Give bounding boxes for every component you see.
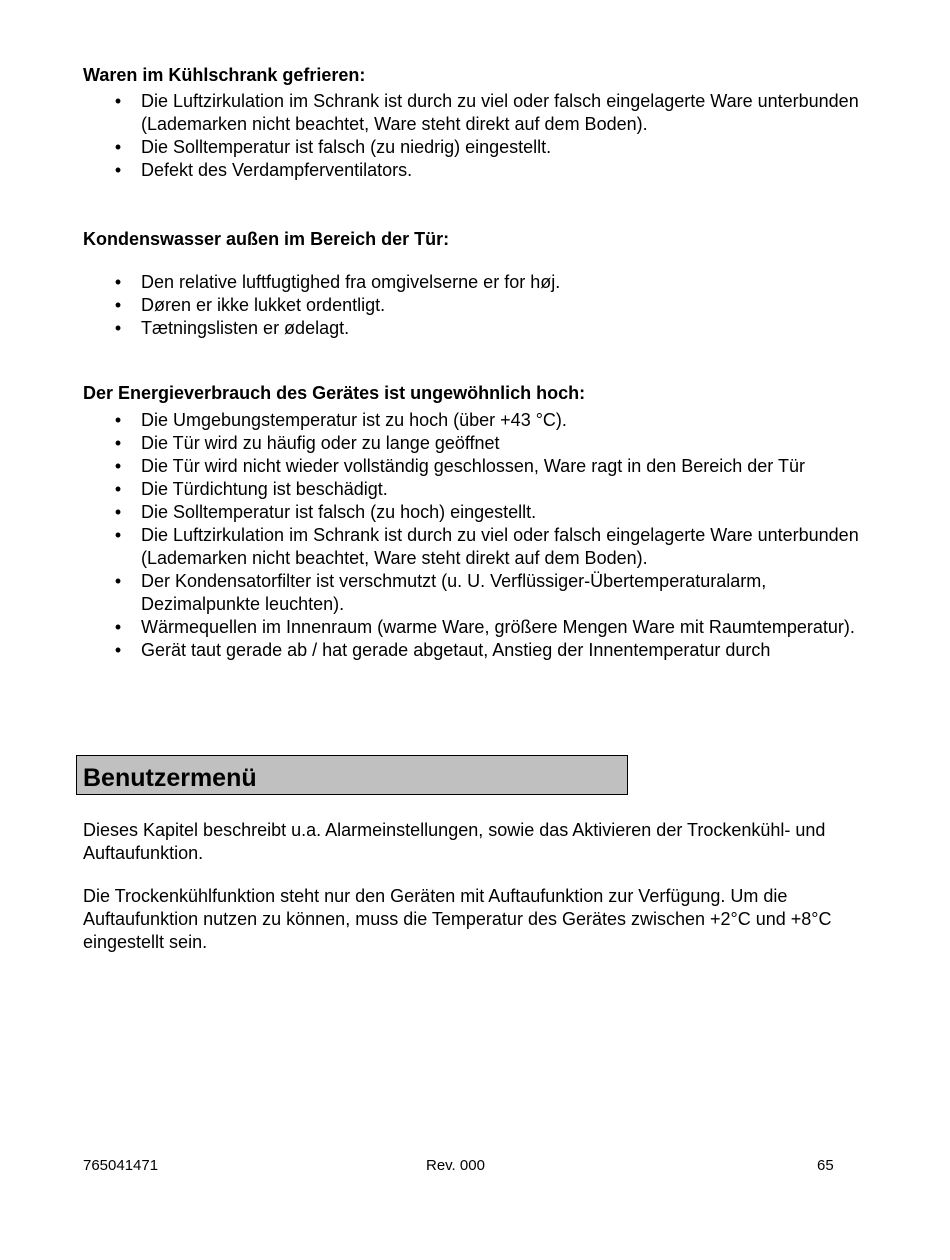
section-title-frozen-goods: Waren im Kühlschrank gefrieren: xyxy=(83,65,366,85)
bullet-icon: • xyxy=(114,91,122,111)
bullet-icon: • xyxy=(114,640,122,660)
bullet-icon: • xyxy=(114,433,122,453)
section-title-condensation: Kondenswasser außen im Bereich der Tür: xyxy=(83,229,450,249)
footer-doc-number: 765041471 xyxy=(83,1157,159,1174)
list-item-text: Die Türdichtung ist beschädigt. xyxy=(141,479,388,499)
list-item-text: Wärmequellen im Innenraum (warme Ware, größere Mengen Ware mit Raumtemperatur). xyxy=(141,617,855,637)
list-item-text: Die Tür wird nicht wieder vollständig geschlossen, Ware ragt in den Bereich der Tür xyxy=(141,456,805,476)
list-item-text: Die Solltemperatur ist falsch (zu niedrig) eingestellt. xyxy=(141,137,552,157)
list-item-text: Gerät taut gerade ab / hat gerade abgetaut, Anstieg der Innentemperatur durch xyxy=(141,640,771,660)
list-item-text: Døren er ikke lukket ordentligt. xyxy=(141,295,386,315)
list-item-text: Die Umgebungstemperatur ist zu hoch (über +43 °C). xyxy=(141,410,567,430)
list-item-text: Defekt des Verdampferventilators. xyxy=(141,160,413,180)
list-item xyxy=(83,501,883,524)
list-item xyxy=(83,570,883,616)
list-item-text: Tætningslisten er ødelagt. xyxy=(141,318,350,338)
list-item xyxy=(83,409,883,432)
list-item xyxy=(83,455,883,478)
bullet-icon: • xyxy=(114,272,122,292)
bullet-icon: • xyxy=(114,160,122,180)
list-item xyxy=(83,271,883,294)
chapter-heading-box xyxy=(76,755,628,795)
list-item xyxy=(83,90,883,136)
bullet-icon: • xyxy=(114,479,122,499)
list-item-text: Die Tür wird zu häufig oder zu lange geöffnet xyxy=(141,433,500,453)
list-item-text: Die Solltemperatur ist falsch (zu hoch) eingestellt. xyxy=(141,502,537,522)
chapter-heading: Benutzermenü xyxy=(83,764,257,792)
bullet-list-frozen-goods xyxy=(83,90,883,182)
list-item-text: Den relative luftfugtighed fra omgivelserne er for høj. xyxy=(141,272,561,292)
bullet-icon: • xyxy=(114,571,122,591)
footer-page-number: 65 xyxy=(817,1157,834,1174)
chapter-detail-paragraph: Die Trockenkühlfunktion steht nur den Geräten mit Auftaufunktion zur Verfügung. Um die Auftaufunktion nutzen zu können, muss die Temperatur des Gerätes zwischen +2°C und +8°C eingestellt sein. xyxy=(83,886,832,952)
list-item-text: Der Kondensatorfilter ist verschmutzt (u. U. Verflüssiger-Übertemperaturalarm, Dezimalpunkte leuchten). xyxy=(141,571,767,614)
list-item xyxy=(83,616,883,639)
list-item xyxy=(83,639,883,662)
section-title-energy-consumption: Der Energieverbrauch des Gerätes ist ungewöhnlich hoch: xyxy=(83,383,586,403)
chapter-intro-paragraph: Dieses Kapitel beschreibt u.a. Alarmeinstellungen, sowie das Aktivieren der Trockenkühl- und Auftaufunktion. xyxy=(83,820,826,863)
bullet-icon: • xyxy=(114,410,122,430)
bullet-list-energy-consumption xyxy=(83,409,883,662)
bullet-icon: • xyxy=(114,617,122,637)
list-item xyxy=(83,478,883,501)
bullet-icon: • xyxy=(114,295,122,315)
bullet-icon: • xyxy=(114,502,122,522)
footer-revision: Rev. 000 xyxy=(426,1157,485,1174)
list-item xyxy=(83,294,883,317)
list-item xyxy=(83,432,883,455)
list-item xyxy=(83,159,883,182)
bullet-list-condensation xyxy=(83,271,883,340)
list-item-text: Die Luftzirkulation im Schrank ist durch zu viel oder falsch eingelagerte Ware unterbunden (Lademarken nicht beachtet, Ware steht direkt auf dem Boden). xyxy=(141,91,859,134)
list-item xyxy=(83,524,883,570)
bullet-icon: • xyxy=(114,525,122,545)
list-item xyxy=(83,136,883,159)
list-item xyxy=(83,317,883,340)
bullet-icon: • xyxy=(114,318,122,338)
list-item-text: Die Luftzirkulation im Schrank ist durch zu viel oder falsch eingelagerte Ware unterbunden (Lademarken nicht beachtet, Ware steht direkt auf dem Boden). xyxy=(141,525,859,568)
bullet-icon: • xyxy=(114,137,122,157)
bullet-icon: • xyxy=(114,456,122,476)
